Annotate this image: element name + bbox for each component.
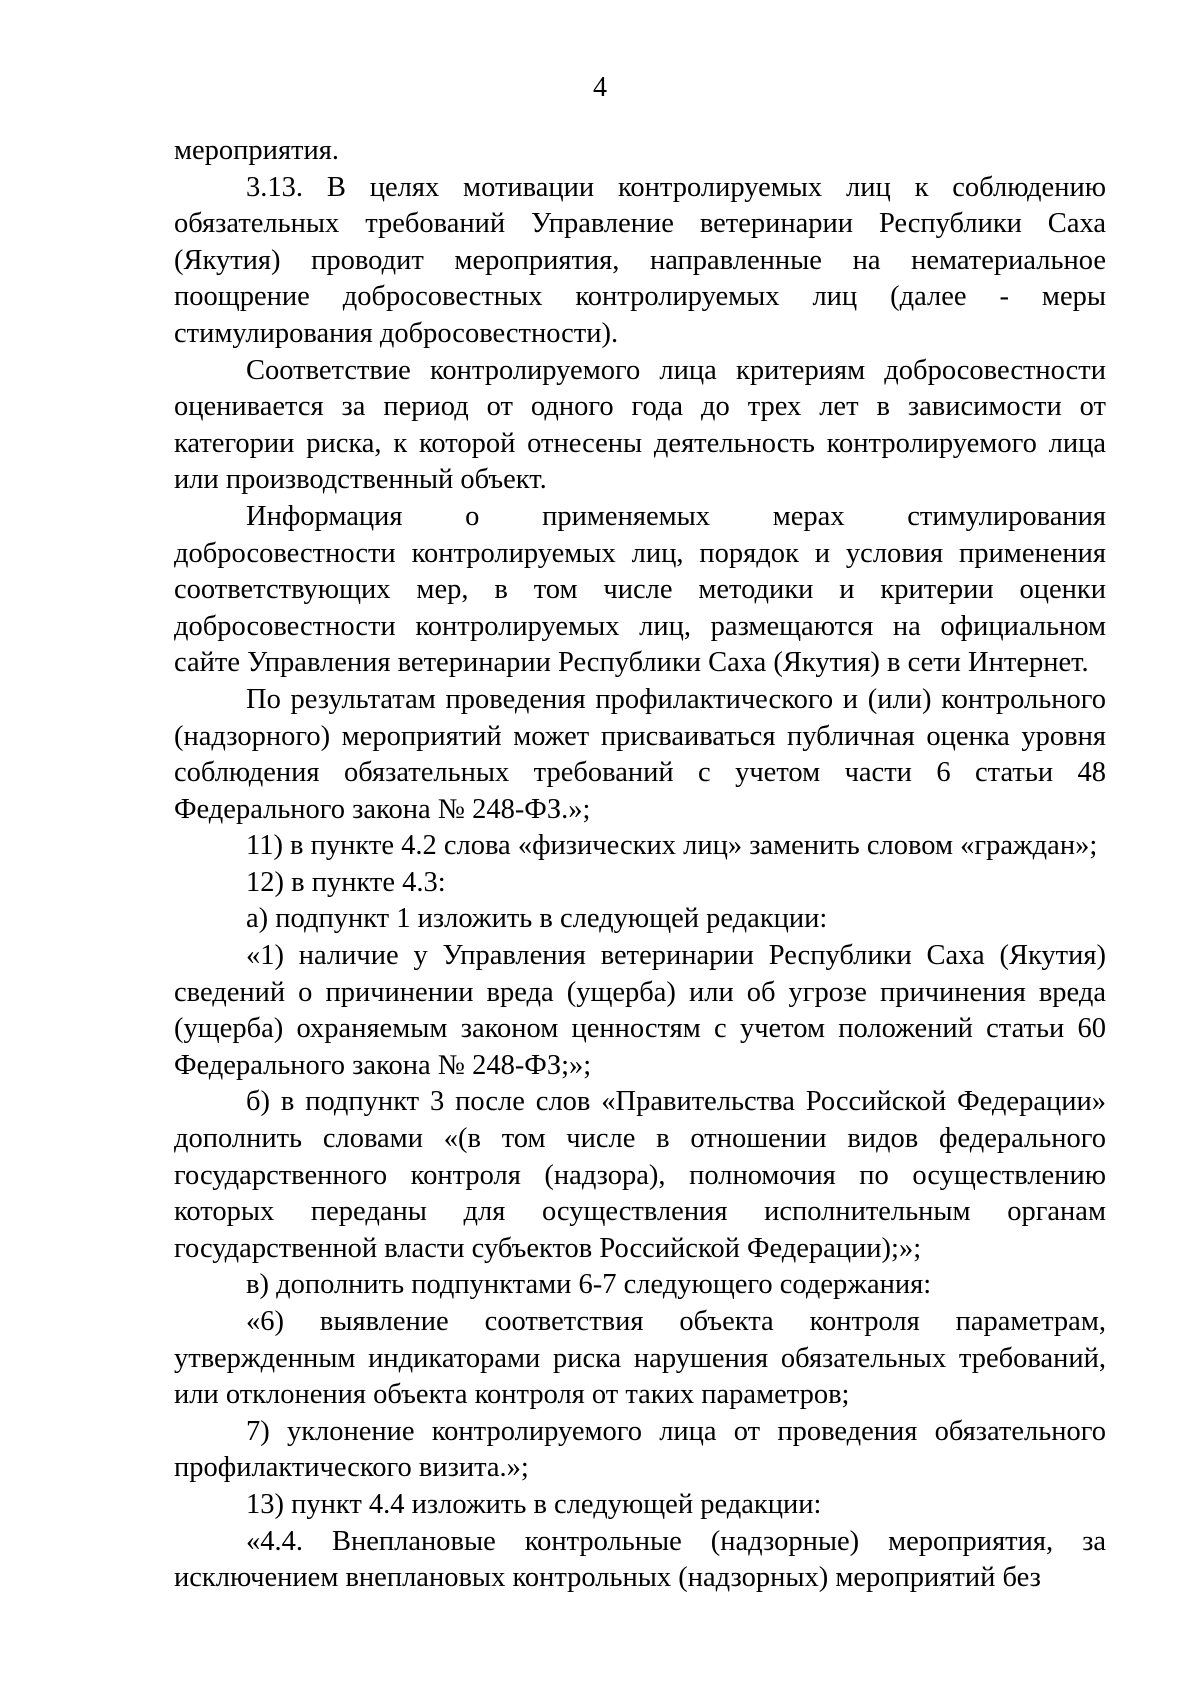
- paragraph-item-12: 12) в пункте 4.3:: [246, 866, 446, 898]
- paragraph-quote-1: «1) наличие у Управления ветеринарии Республики Саха (Якутия) сведений о причинении вреда (ущерба) или об угрозе причинения вреда (ущерба) охраняемым законом ценностям с учетом положений статьи 60 Федерального закона № 248-ФЗ;»;: [174, 940, 1106, 1081]
- paragraph-criteria: Соответствие контролируемого лица критериям добросовестности оценивается за период от одного года до трех лет в зависимости от категории риска, к которой отнесены деятельность контролируемого лица или производственный объект.: [174, 354, 1106, 496]
- page-number: 4: [593, 72, 607, 103]
- paragraph-quote-4-4: «4.4. Внеплановые контрольные (надзорные) мероприятия, за исключением внеплановых контрольных (надзорных) мероприятий без: [174, 1525, 1106, 1594]
- paragraph-quote-6: «6) выявление соответствия объекта контроля параметрам, утвержденным индикаторами риска нарушения обязательных требований, или отклонения объекта контроля от таких параметров;: [174, 1306, 1106, 1411]
- paragraph-subitem-a: а) подпункт 1 изложить в следующей редакции:: [246, 903, 828, 935]
- paragraph-subitem-v: в) дополнить подпунктами 6-7 следующего содержания:: [246, 1269, 932, 1301]
- paragraph-item-13: 13) пункт 4.4 изложить в следующей редакции:: [246, 1488, 822, 1520]
- paragraph-information: Информация о применяемых мерах стимулирования добросовестности контролируемых лиц, порядок и условия применения соответствующих мер, в том числе методики и критерии оценки добросовестности контролируемых лиц, размещаются на официальном сайте Управления ветеринарии Республики Саха (Якутия) в сети Интернет.: [174, 500, 1106, 679]
- document-body: [174, 133, 1106, 1597]
- paragraph-public-assessment: По результатам проведения профилактического и (или) контрольного (надзорного) мероприятий может присваиваться публичная оценка уровня соблюдения обязательных требований с учетом части 6 статьи 48 Федерального закона № 248-ФЗ.»;: [174, 683, 1106, 825]
- paragraph-item-11: 11) в пункте 4.2 слова «физических лиц» заменить словом «граждан»;: [246, 830, 1098, 862]
- paragraph-continuation: мероприятия.: [174, 135, 339, 166]
- paragraph-item-7: 7) уклонение контролируемого лица от проведения обязательного профилактического визита.»;: [174, 1415, 1106, 1484]
- paragraph-subitem-b: б) в подпункт 3 после слов «Правительства Российской Федерации» дополнить словами «(в том числе в отношении видов федерального государственного контроля (надзора), полномочия по осуществлению которых переданы для осуществления исполнительным органам государственной власти субъектов Российской Федерации);»;: [174, 1086, 1106, 1264]
- paragraph-3-13: 3.13. В целях мотивации контролируемых лиц к соблюдению обязательных требований Управление ветеринарии Республики Саха (Якутия) проводит мероприятия, направленные на нематериальное поощрение добросовестных контролируемых лиц (далее - меры стимулирования добросовестности).: [174, 171, 1106, 349]
